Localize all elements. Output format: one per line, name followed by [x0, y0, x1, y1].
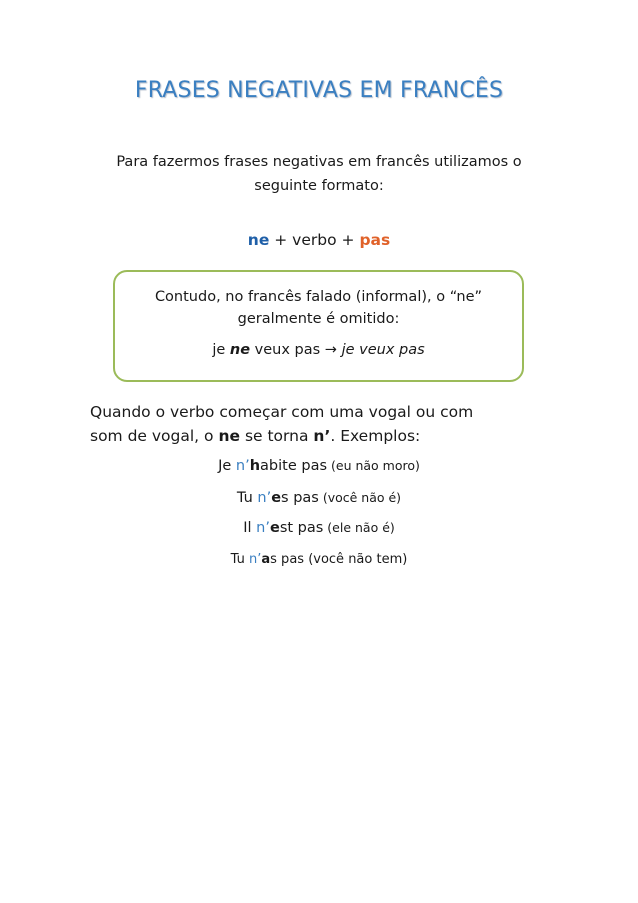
- vowel-rule-text-b: se torna: [240, 427, 314, 445]
- vowel-rule-text-a: som de vogal, o: [90, 427, 219, 445]
- note-line-2: geralmente é omitido:: [237, 311, 400, 327]
- intro-line-1: Para fazermos frases negativas em francês utilizamos o: [116, 154, 522, 170]
- example-translation: (eu não moro): [327, 458, 420, 473]
- example-initial-letter: e: [271, 490, 282, 506]
- example-line: [0, 520, 638, 536]
- formula-ne: ne: [247, 231, 270, 249]
- vowel-rule-paragraph: [90, 400, 560, 448]
- informal-note-box: [113, 270, 524, 382]
- note-text: [115, 286, 522, 330]
- example-n-apostrophe: n’: [235, 458, 250, 474]
- example-initial-letter: e: [269, 520, 280, 536]
- example-rest: s pas: [281, 490, 319, 506]
- intro-paragraph: [88, 150, 550, 198]
- note-example-je: je: [212, 342, 230, 358]
- example-n-apostrophe: n’: [256, 520, 270, 536]
- formula-middle: + verbo +: [269, 231, 360, 249]
- example-translation: (você não tem): [304, 552, 408, 567]
- example-translation: (ele não é): [323, 520, 395, 535]
- vowel-rule-n-apostrophe: n’: [313, 427, 331, 445]
- example-subject: Je: [218, 458, 236, 474]
- example-n-apostrophe: n’: [257, 490, 272, 506]
- vowel-rule-ne: ne: [218, 427, 241, 445]
- note-example-ne: ne: [229, 342, 251, 358]
- example-line: [0, 552, 638, 567]
- example-rest: st pas: [279, 520, 324, 536]
- negation-formula: [0, 231, 638, 249]
- page-title: FRASES NEGATIVAS EM FRANCÊS: [134, 78, 504, 103]
- example-line: [0, 458, 638, 474]
- formula-pas: pas: [359, 231, 391, 249]
- vowel-rule-line-1: Quando o verbo começar com uma vogal ou com: [90, 403, 474, 421]
- example-initial-letter: h: [249, 458, 261, 474]
- note-example-informal: je veux pas: [341, 342, 425, 358]
- example-subject: Tu: [236, 490, 258, 506]
- example-line: [0, 490, 638, 506]
- vowel-rule-line-2: [90, 424, 560, 448]
- example-rest: abite pas: [260, 458, 328, 474]
- example-rest: s pas: [270, 552, 305, 567]
- note-example: [115, 342, 522, 358]
- example-subject: Tu: [230, 552, 249, 567]
- example-subject: Il: [243, 520, 257, 536]
- intro-line-2: seguinte formato:: [254, 178, 384, 194]
- vowel-rule-text-c: . Exemplos:: [330, 427, 421, 445]
- example-translation: (você não é): [318, 490, 402, 505]
- example-n-apostrophe: n’: [249, 552, 262, 567]
- note-line-1: Contudo, no francês falado (informal), o “ne”: [154, 289, 483, 305]
- note-example-rest: veux pas →: [250, 342, 342, 358]
- example-initial-letter: a: [261, 552, 271, 567]
